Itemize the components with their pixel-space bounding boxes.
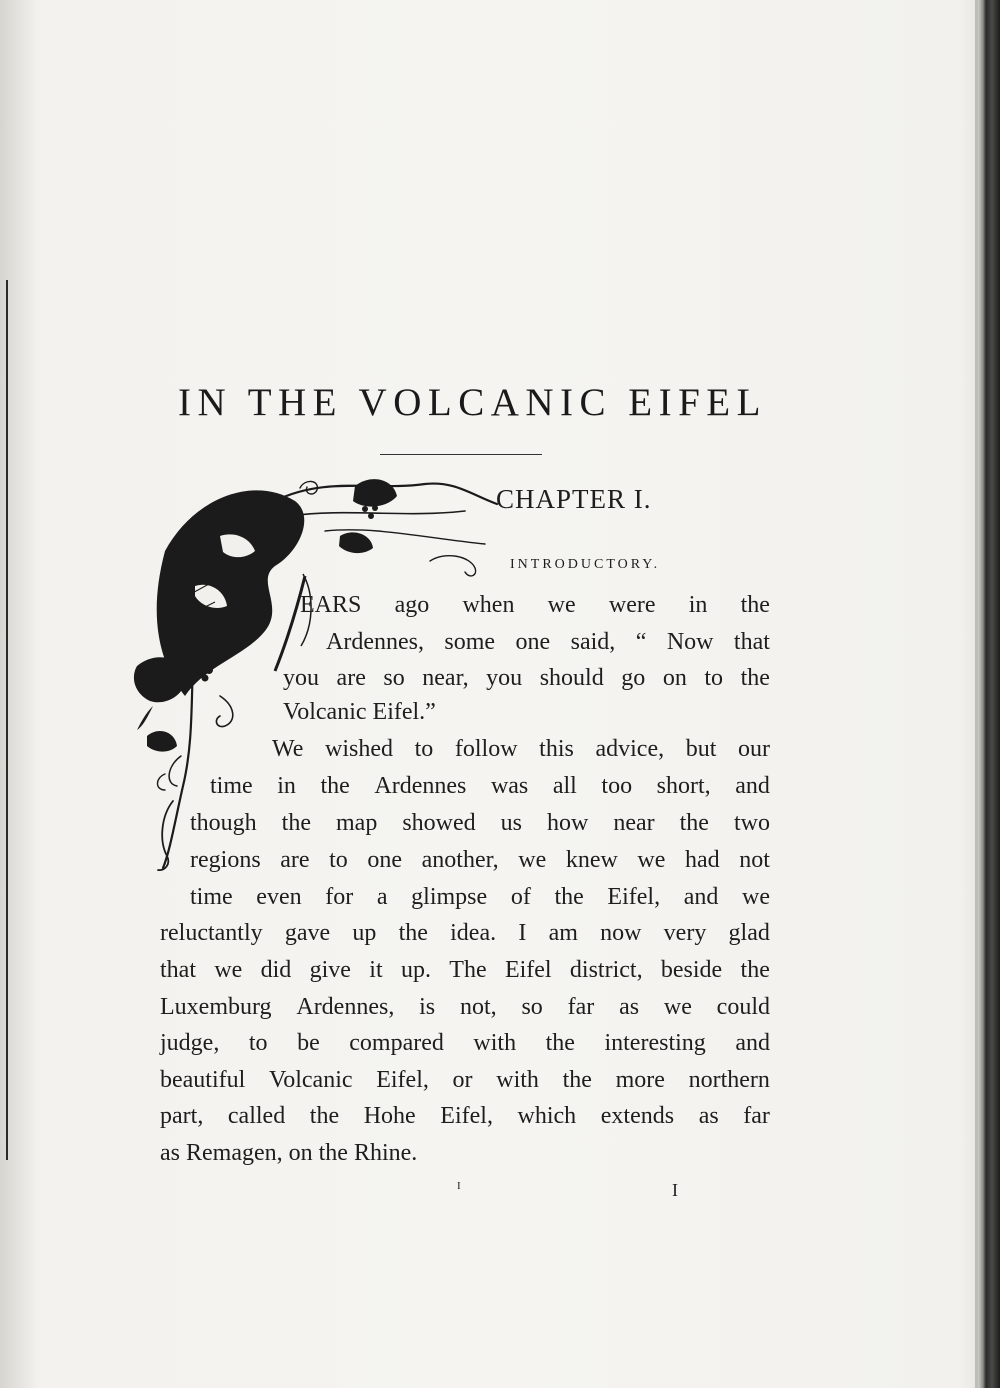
word: we [547, 592, 576, 618]
word: with [473, 1030, 517, 1056]
signature-mark: I [457, 1180, 461, 1192]
word: now [600, 920, 642, 946]
word: go [621, 665, 646, 691]
word: beside [660, 957, 723, 983]
word: we [663, 994, 692, 1020]
word: Eifel [504, 957, 552, 983]
word: did [260, 957, 292, 983]
word: the [562, 1067, 592, 1093]
body-line [190, 845, 770, 875]
word: time [210, 773, 253, 799]
word: are [336, 665, 366, 691]
word: for [325, 884, 354, 910]
word: the [740, 592, 770, 618]
word: We [272, 736, 304, 762]
word: near, [422, 665, 469, 691]
word: time [190, 884, 233, 910]
body-line [272, 734, 770, 764]
word: interesting [604, 1030, 706, 1056]
word: we [214, 957, 243, 983]
word: more [615, 1067, 665, 1093]
word: the [679, 810, 709, 836]
word: another, [421, 847, 499, 873]
word: you [283, 665, 319, 691]
word: near [613, 810, 655, 836]
body-line [160, 918, 770, 948]
word: with [496, 1067, 539, 1093]
word: is [419, 994, 436, 1020]
word: reluctantly [160, 920, 263, 946]
word: the [398, 920, 428, 946]
word: Ardennes [374, 773, 467, 799]
word: The [449, 957, 487, 983]
word: were [608, 592, 656, 618]
word: “ [635, 629, 647, 655]
word: regions [190, 847, 261, 873]
body-line [300, 590, 770, 620]
word: compared [349, 1030, 444, 1056]
word: could [716, 994, 770, 1020]
word: which [517, 1103, 577, 1129]
word: part, [160, 1103, 204, 1129]
word: Ardennes, [296, 994, 395, 1020]
word: showed [402, 810, 476, 836]
word: advice, [595, 736, 665, 762]
word: gave [284, 920, 331, 946]
word: EARS [300, 592, 362, 618]
word: or [452, 1067, 473, 1093]
word: to [248, 1030, 268, 1056]
word: how [547, 810, 589, 836]
word: beautiful [160, 1067, 246, 1093]
word: us [500, 810, 522, 836]
word: the [740, 665, 770, 691]
word: up [352, 920, 377, 946]
word: Volcanic [269, 1067, 353, 1093]
word: the [309, 1103, 340, 1129]
word: map [336, 810, 378, 836]
word: called [227, 1103, 286, 1129]
word: as [619, 994, 640, 1020]
word: northern [688, 1067, 770, 1093]
word: not, [459, 994, 497, 1020]
word: Ardennes, [326, 629, 424, 655]
word: the [740, 957, 770, 983]
word: to [414, 736, 434, 762]
word: some [444, 629, 496, 655]
word: up. [400, 957, 431, 983]
word: extends [600, 1103, 675, 1129]
word: Eifel, [607, 884, 661, 910]
book-edge [978, 0, 1000, 1388]
word: give [309, 957, 351, 983]
word: the [320, 773, 350, 799]
word: district, [569, 957, 643, 983]
page-number: I [672, 1180, 678, 1200]
word: in [277, 773, 296, 799]
word: follow [454, 736, 518, 762]
body-line [190, 808, 770, 838]
word: too [601, 773, 633, 799]
word: though [190, 810, 257, 836]
word: on [662, 665, 687, 691]
word: when [462, 592, 515, 618]
body-line [160, 1101, 770, 1131]
word: even [256, 884, 302, 910]
word: this [539, 736, 574, 762]
word: short, [656, 773, 711, 799]
word: as [698, 1103, 719, 1129]
word: and [735, 1030, 770, 1056]
chapter-heading: CHAPTER I. [496, 484, 652, 514]
word: of [510, 884, 531, 910]
word: should [539, 665, 604, 691]
word: judge, [160, 1030, 220, 1056]
word: and [735, 773, 770, 799]
body-line [190, 882, 770, 912]
word: had [685, 847, 720, 873]
word: glad [728, 920, 770, 946]
word: Hohe [363, 1103, 416, 1129]
word: we [637, 847, 666, 873]
word: the [554, 884, 584, 910]
word: in [688, 592, 708, 618]
word: not [739, 847, 770, 873]
word: was [490, 773, 529, 799]
word: be [297, 1030, 320, 1056]
word: you [486, 665, 523, 691]
word: said, [570, 629, 616, 655]
word: all [552, 773, 577, 799]
body-line: Volcanic Eifel.” [283, 699, 436, 725]
word: it [369, 957, 383, 983]
body-line [160, 1028, 770, 1058]
word: we [518, 847, 547, 873]
word: the [545, 1030, 575, 1056]
word: I [518, 920, 527, 946]
body-line [160, 955, 770, 985]
word: knew [565, 847, 618, 873]
word: to [329, 847, 348, 873]
word: one [515, 629, 551, 655]
word: a [376, 884, 388, 910]
title-rule [380, 454, 542, 455]
word: am [548, 920, 578, 946]
word: very [663, 920, 707, 946]
body-line [326, 627, 770, 657]
word: ago [394, 592, 430, 618]
body-line [283, 663, 770, 693]
word: that [733, 629, 770, 655]
word: one [367, 847, 403, 873]
book-title: IN THE VOLCANIC EIFEL [178, 381, 767, 424]
chapter-subtitle: INTRODUCTORY. [510, 557, 661, 572]
word: are [280, 847, 310, 873]
word: to [704, 665, 724, 691]
word: far [567, 994, 595, 1020]
word: the [281, 810, 311, 836]
word: far [743, 1103, 770, 1129]
body-line [160, 1065, 770, 1095]
word: so [383, 665, 405, 691]
gutter-edge-line [6, 280, 8, 1160]
word: and [683, 884, 719, 910]
body-line [210, 771, 770, 801]
word: wished [325, 736, 393, 762]
body-line: as Remagen, on the Rhine. [160, 1140, 418, 1166]
body-line [160, 992, 770, 1022]
word: we [742, 884, 770, 910]
word: two [733, 810, 770, 836]
word: that [160, 957, 196, 983]
word: glimpse [411, 884, 488, 910]
word: Eifel, [440, 1103, 493, 1129]
word: so [521, 994, 543, 1020]
word: idea. [450, 920, 497, 946]
word: Now [666, 629, 714, 655]
word: Eifel, [376, 1067, 429, 1093]
word: but [685, 736, 717, 762]
word: Luxemburg [160, 994, 272, 1020]
word: our [737, 736, 770, 762]
